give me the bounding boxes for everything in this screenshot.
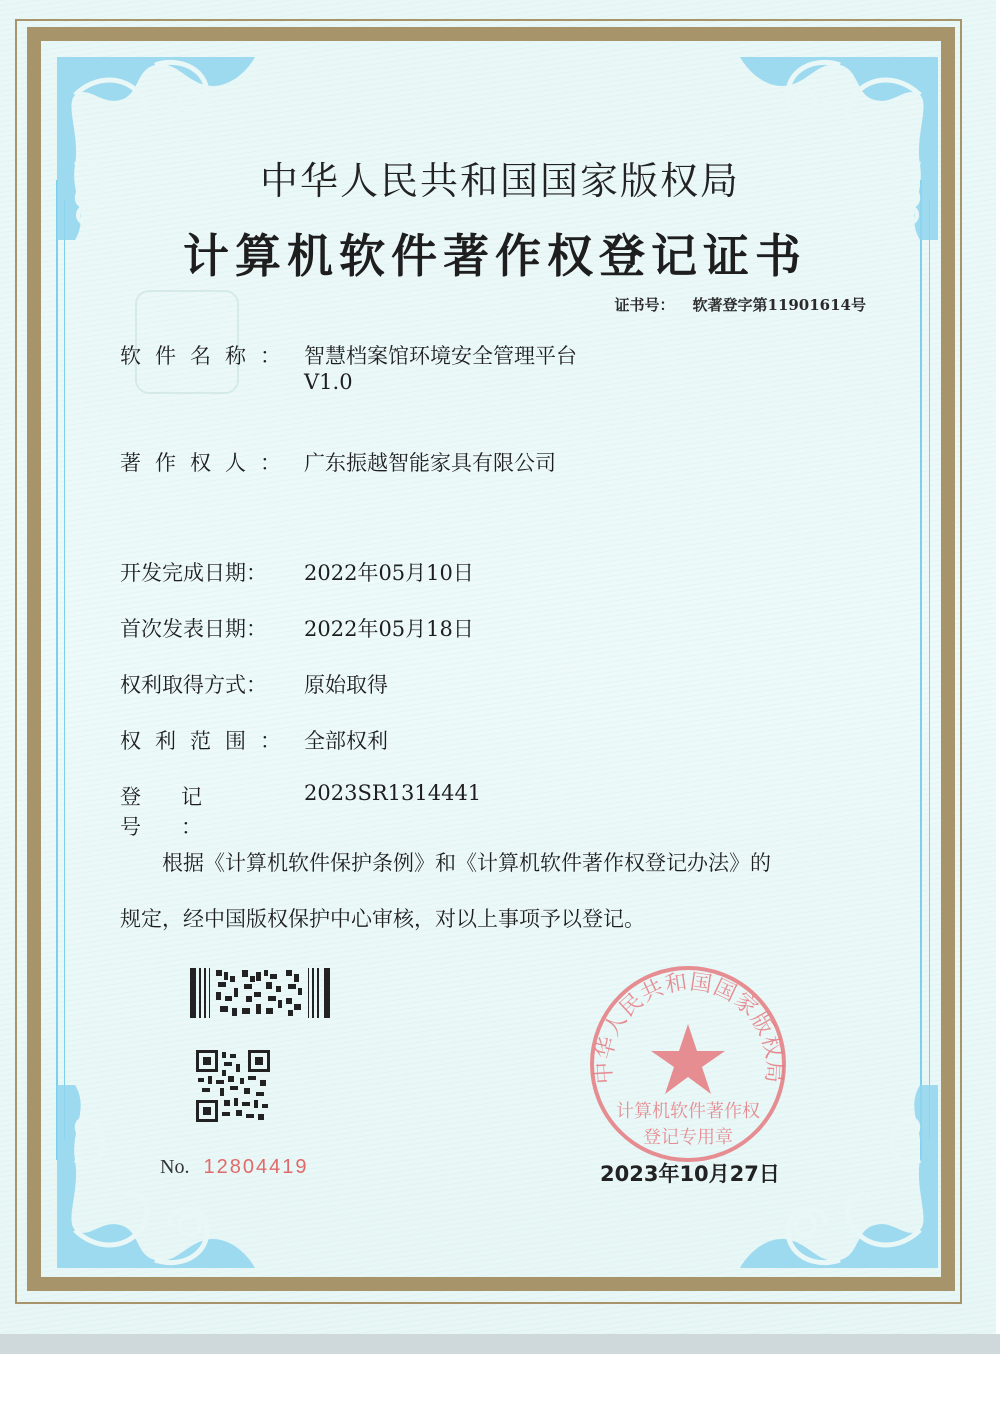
- field-development-date: [120, 557, 474, 587]
- software-version-value: V1.0: [304, 370, 353, 394]
- field-label: 权利范围：: [120, 729, 295, 753]
- greek-key-border-bottom: [27, 1277, 952, 1291]
- inner-blue-line-left: [56, 180, 58, 1160]
- field-label: 登记号：: [120, 785, 242, 839]
- field-label: 开发完成日期：: [120, 561, 267, 585]
- field-label: 软件名称：: [120, 344, 295, 368]
- seal-inner-text-1: 计算机软件著作权: [616, 1101, 760, 1122]
- inner-blue-line-right: [920, 180, 922, 1160]
- serial-prefix: No.: [160, 1156, 190, 1178]
- certificate-title: 计算机软件著作权登记证书: [183, 229, 807, 283]
- field-first-publication-date: [120, 613, 474, 643]
- seal-inner-text-2: 登记专用章: [643, 1127, 733, 1148]
- qr-code-icon: [196, 1050, 270, 1122]
- field-value: 原始取得: [304, 673, 388, 697]
- software-name-value: 智慧档案馆环境安全管理平台: [304, 344, 577, 368]
- certificate-number-value: 软著登字第11901614号: [692, 296, 866, 314]
- statement-line-1: 根据《计算机软件保护条例》和《计算机软件著作权登记办法》的: [162, 851, 771, 875]
- field-value: [304, 340, 577, 394]
- field-label: 权利取得方式：: [120, 673, 267, 697]
- field-label: 著作权人：: [120, 451, 295, 475]
- field-registration-number: [120, 781, 481, 841]
- field-acquisition-method: [120, 669, 388, 699]
- field-value: 全部权利: [304, 729, 388, 753]
- certificate-number: [614, 294, 866, 315]
- page-shadow: [0, 1334, 1000, 1354]
- serial-number: [160, 1156, 308, 1179]
- official-seal-icon: [582, 962, 794, 1162]
- field-value: 2022年05月10日: [304, 561, 474, 585]
- field-copyright-owner: [120, 447, 556, 477]
- greek-key-border-left: [27, 27, 41, 1291]
- barcode-icon: [190, 968, 332, 1018]
- field-value: 2023SR1314441: [304, 781, 482, 805]
- issue-date: 2023年10月27日: [600, 1162, 780, 1186]
- field-label: 首次发表日期：: [120, 617, 267, 641]
- field-software-name: [120, 340, 577, 394]
- field-value: 广东振越智能家具有限公司: [304, 451, 556, 475]
- statement-line-2: 规定，经中国版权保护中心审核，对以上事项予以登记。: [120, 907, 645, 931]
- greek-key-border-right: [941, 27, 955, 1291]
- inner-blue-line-right-2: [929, 200, 930, 1140]
- seal-outer-text: 中华人民共和国国家版权局: [591, 969, 787, 1085]
- field-value: 2022年05月18日: [304, 617, 474, 641]
- inner-blue-line-left-2: [64, 200, 65, 1140]
- greek-key-border-top: [27, 27, 952, 41]
- issuer-title: 中华人民共和国国家版权局: [259, 159, 740, 203]
- certificate-number-label: 证书号：: [614, 296, 675, 314]
- serial-value: 12804419: [203, 1156, 309, 1178]
- field-rights-scope: [120, 725, 388, 755]
